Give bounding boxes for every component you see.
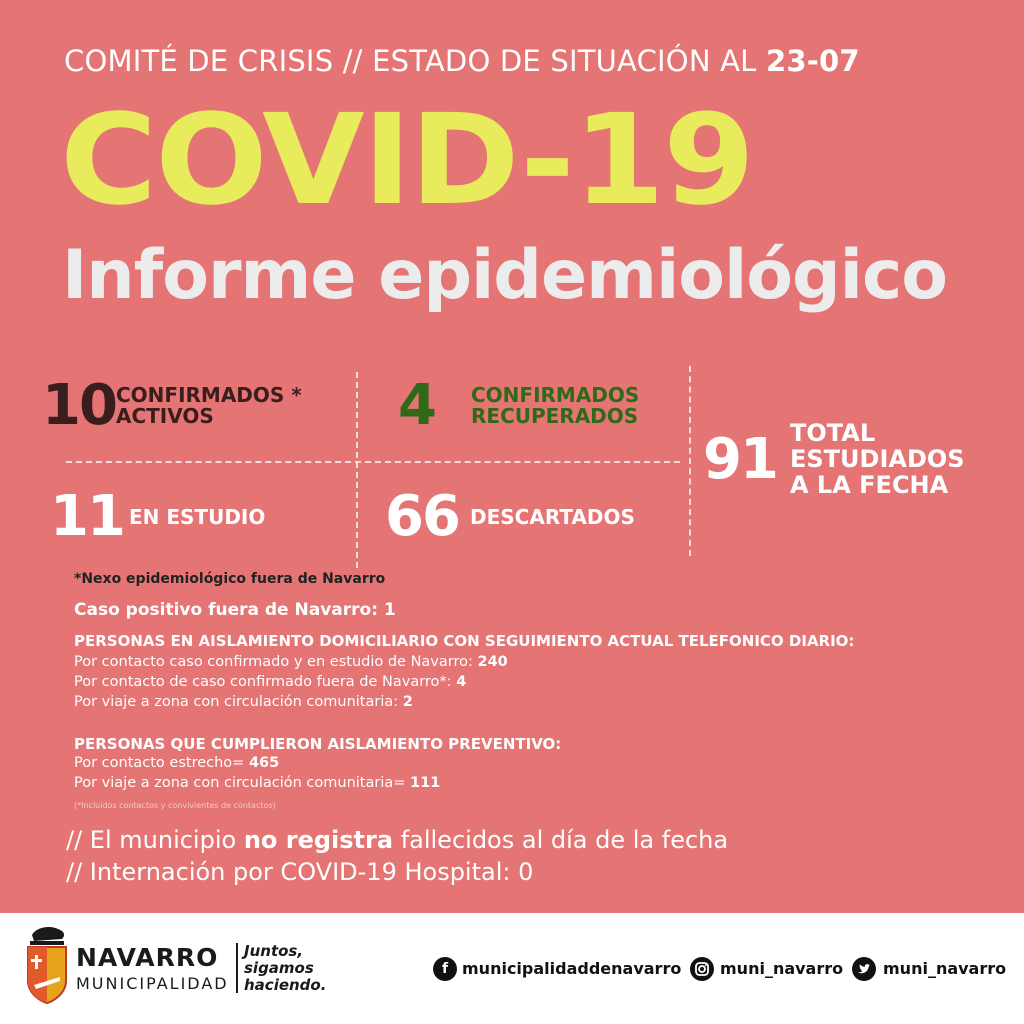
list-item <box>74 753 440 773</box>
list-item <box>74 773 440 793</box>
stat-total-label <box>790 420 965 498</box>
stat-recuperados-value: 4 <box>398 373 435 438</box>
caso-positivo: Caso positivo fuera de Navarro: 1 <box>74 600 396 620</box>
brand-divider <box>236 943 238 993</box>
stat-recuperados-label-2: RECUPERADOS <box>471 404 639 428</box>
header-prefix: COMITÉ DE CRISIS // ESTADO DE SITUACIÓN AL <box>64 44 766 78</box>
stat-en-estudio-label: EN ESTUDIO <box>129 505 266 529</box>
stat-activos-label-1: CONFIRMADOS * <box>116 383 302 407</box>
fallecidos-c: fallecidos al día de la fecha <box>393 826 729 854</box>
stat-en-estudio-value: 11 <box>50 484 124 549</box>
item-value: 111 <box>410 775 441 791</box>
instagram-icon[interactable] <box>690 957 714 981</box>
item-value: 2 <box>402 694 413 710</box>
brand-sub: MUNICIPALIDAD <box>76 974 229 993</box>
footer-bar <box>0 913 1024 1024</box>
internacion-line: // Internación por COVID-19 Hospital: 0 <box>66 858 534 886</box>
fallecidos-line <box>66 826 728 854</box>
nexo-note: *Nexo epidemiológico fuera de Navarro <box>74 571 386 587</box>
fallecidos-b: no registra <box>243 826 394 854</box>
item-text: Por contacto de caso confirmado fuera de Navarro*: <box>74 674 457 690</box>
instagram-handle[interactable]: muni_navarro <box>720 959 844 978</box>
instagram-glyph <box>690 957 714 981</box>
aislamiento-heading: PERSONAS EN AISLAMIENTO DOMICILIARIO CON SEGUIMIENTO ACTUAL TELEFONICO DIARIO: <box>74 632 855 650</box>
stat-descartados-label: DESCARTADOS <box>470 505 635 529</box>
item-text: Por contacto estrecho= <box>74 755 249 771</box>
twitter-icon[interactable] <box>852 957 876 981</box>
item-text: Por viaje a zona con circulación comunitaria: <box>74 694 403 710</box>
brand-name: NAVARRO <box>76 943 219 972</box>
stat-activos-label <box>116 385 302 427</box>
brand-slogan <box>244 943 326 994</box>
header-date: 23-07 <box>765 44 860 78</box>
slogan-line-3: haciendo. <box>244 976 327 994</box>
stat-total-value: 91 <box>703 427 777 492</box>
stat-activos-label-2: ACTIVOS <box>116 404 214 428</box>
crest-logo-icon <box>24 925 70 1005</box>
stat-recuperados-label-1: CONFIRMADOS <box>471 383 640 407</box>
stat-recuperados-label <box>471 385 639 427</box>
list-item <box>74 672 508 692</box>
item-text: Por viaje a zona con circulación comunitaria= <box>74 775 410 791</box>
divider-vertical-1 <box>356 372 358 568</box>
item-value: 240 <box>477 654 508 670</box>
stat-total-label-2: ESTUDIADOS <box>790 445 965 473</box>
item-text: Por contacto caso confirmado y en estudio de Navarro: <box>74 654 478 670</box>
stat-total-label-1: TOTAL <box>790 419 876 447</box>
facebook-icon[interactable]: f <box>433 957 457 981</box>
stat-total-label-3: A LA FECHA <box>790 471 949 499</box>
list-item <box>74 652 508 672</box>
aislamiento-list <box>74 652 508 712</box>
list-item <box>74 692 508 712</box>
facebook-handle[interactable]: municipalidaddenavarro <box>462 959 682 978</box>
page-title: COVID-19 <box>60 88 754 233</box>
incluidos-note: (*Incluidos contactos y convivientes de contactos) <box>74 801 276 810</box>
page-subtitle: Informe epidemiológico <box>62 236 948 315</box>
cumplieron-list <box>74 753 440 793</box>
item-value: 465 <box>248 755 280 771</box>
cumplieron-heading: PERSONAS QUE CUMPLIERON AISLAMIENTO PREVENTIVO: <box>74 735 562 753</box>
header-line <box>64 44 860 78</box>
stat-activos-value: 10 <box>42 373 116 438</box>
slogan-line-1: Juntos, <box>244 942 304 960</box>
twitter-glyph <box>852 957 876 981</box>
divider-vertical-2 <box>689 366 691 556</box>
twitter-handle[interactable]: muni_navarro <box>883 959 1007 978</box>
item-value: 4 <box>456 674 467 690</box>
fallecidos-a: // El municipio <box>66 826 244 854</box>
divider-horizontal <box>66 461 680 463</box>
slogan-line-2: sigamos <box>244 959 314 977</box>
stat-descartados-value: 66 <box>385 484 459 549</box>
